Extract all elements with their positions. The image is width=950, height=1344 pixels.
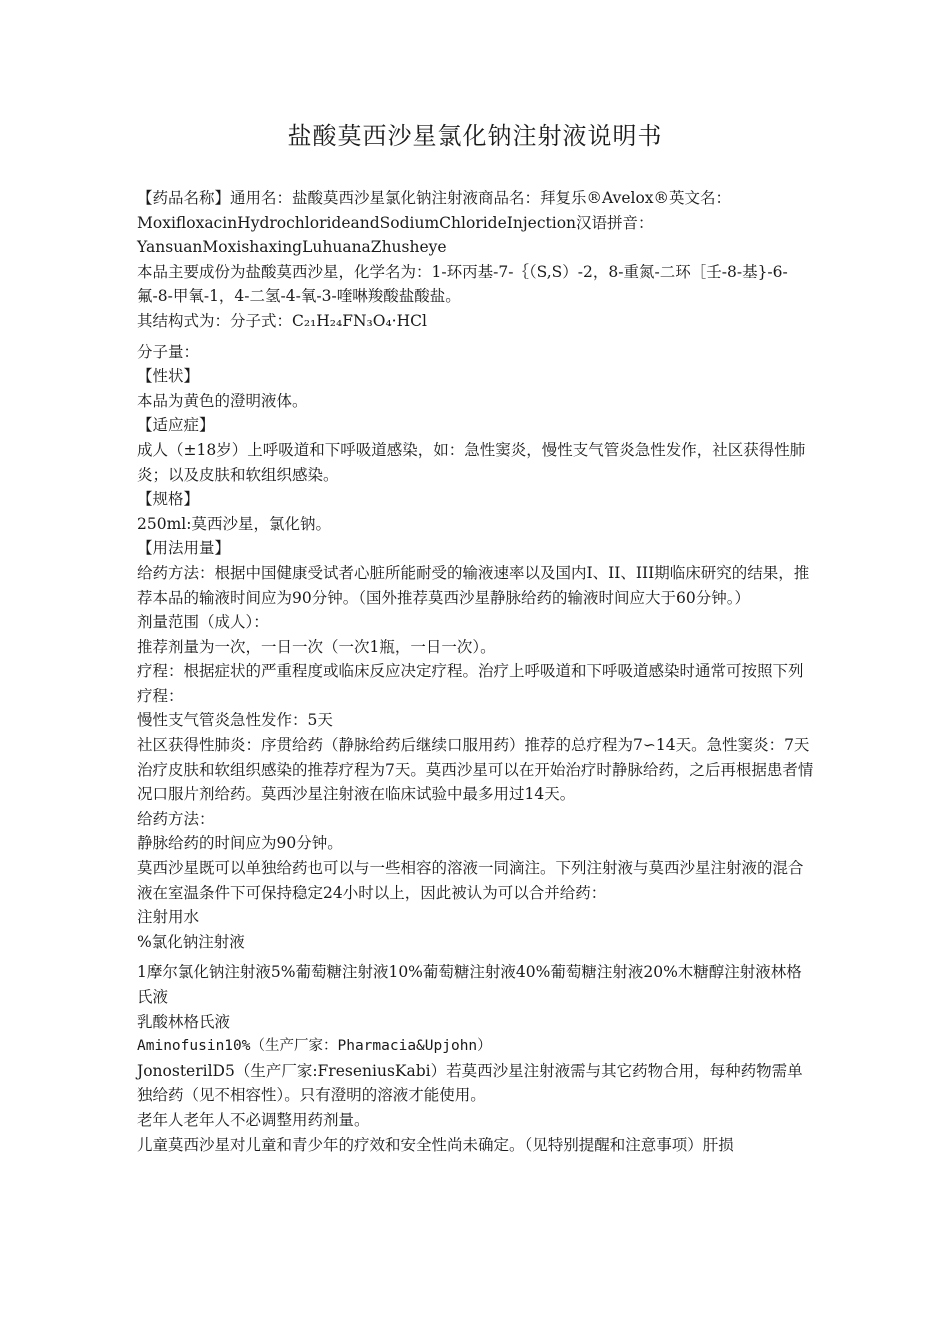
paragraph: 1摩尔氯化钠注射液5%葡萄糖注射液10%葡萄糖注射液40%葡萄糖注射液20%木糖醇注射液林格氏液 <box>137 963 802 1006</box>
paragraph: 成人（±18岁）上呼吸道和下呼吸道感染，如：急性窦炎，慢性支气管炎急性发作，社区获得性肺炎；以及皮肤和软组织感染。 <box>137 440 806 484</box>
paragraph-formula: 其结构式为：分子式：C₂₁H₂₄FN₃O₄·HCl <box>137 311 427 330</box>
paragraph: 疗程：根据症状的严重程度或临床反应决定疗程。治疗上呼吸道和下呼吸道感染时通常可按照下列疗程： <box>137 662 804 705</box>
document-body <box>137 186 817 1157</box>
section-heading-properties: 【性状】 <box>137 367 200 386</box>
paragraph: 莫西沙星既可以单独给药也可以与一些相容的溶液一同滴注。下列注射液与莫西沙星注射液的混合液在室温条件下可保持稳定24小时以上，因此被认为可以合并给药： <box>137 859 804 902</box>
paragraph: 250ml:莫西沙星，氯化钠。 <box>137 514 331 533</box>
paragraph: 注射用水 <box>137 908 200 927</box>
paragraph: 剂量范围（成人）： <box>137 613 269 632</box>
paragraph: 社区获得性肺炎：序贯给药（静脉给药后继续口服用药）推荐的总疗程为7∽14天。急性窦炎：7天 <box>137 736 810 755</box>
paragraph: 给药方法：根据中国健康受试者心脏所能耐受的输液速率以及国内I、II、III期临床研究的结果，推荐本品的输液时间应为90分钟。（国外推荐莫西沙星静脉给药的输液时间应大于60分钟。） <box>137 563 810 607</box>
paragraph: JonosterilD5（生产厂家:FreseniusKabi）若莫西沙星注射液需与其它药物合用，每种药物需单独给药（见不相容性）。只有澄明的溶液才能使用。 <box>137 1061 803 1105</box>
paragraph-drug-name: 【药品名称】通用名：盐酸莫西沙星氯化钠注射液商品名：拜复乐®Avelox®英文名：MoxifloxacinHydrochlorideandSodiumChlorideInjection汉语拼音：YansuanMoxishaxingLuhuanaZhusheye <box>137 189 732 257</box>
paragraph: 给药方法： <box>137 809 215 828</box>
section-heading-dosage: 【用法用量】 <box>137 539 231 558</box>
paragraph: Aminofusin10%（生产厂家：Pharmacia&Upjohn） <box>137 1038 492 1055</box>
paragraph-composition: 本品主要成份为盐酸莫西沙星，化学名为：1-环丙基-7-｛（S,S）-2，8-重氮-二环［壬-8-基}-6-氟-8-甲氧-1，4-二氢-4-氧-3-喹啉羧酸盐酸盐。 <box>137 262 788 306</box>
paragraph: 老年人老年人不必调整用药剂量。 <box>137 1110 370 1129</box>
paragraph: 慢性支气管炎急性发作：5天 <box>137 711 333 730</box>
document-title: 盐酸莫西沙星氯化钠注射液说明书 <box>287 122 663 150</box>
paragraph-molecular-weight: 分子量： <box>137 342 200 361</box>
paragraph: 静脉给药的时间应为90分钟。 <box>137 834 343 853</box>
paragraph: 治疗皮肤和软组织感染的推荐疗程为7天。莫西沙星可以在开始治疗时静脉给药，之后再根据患者情况口服片剂给药。莫西沙星注射液在临床试验中最多用过14天。 <box>137 760 814 804</box>
section-heading-specification: 【规格】 <box>137 490 200 509</box>
paragraph: %氯化钠注射液 <box>137 932 245 951</box>
paragraph: 本品为黄色的澄明液体。 <box>137 391 308 410</box>
paragraph: 乳酸林格氏液 <box>137 1012 231 1031</box>
section-heading-indications: 【适应症】 <box>137 416 215 435</box>
paragraph: 推荐剂量为一次，一日一次（一次1瓶，一日一次）。 <box>137 637 496 656</box>
paragraph: 儿童莫西沙星对儿童和青少年的疗效和安全性尚未确定。（见特别提醒和注意事项）肝损 <box>137 1135 734 1154</box>
